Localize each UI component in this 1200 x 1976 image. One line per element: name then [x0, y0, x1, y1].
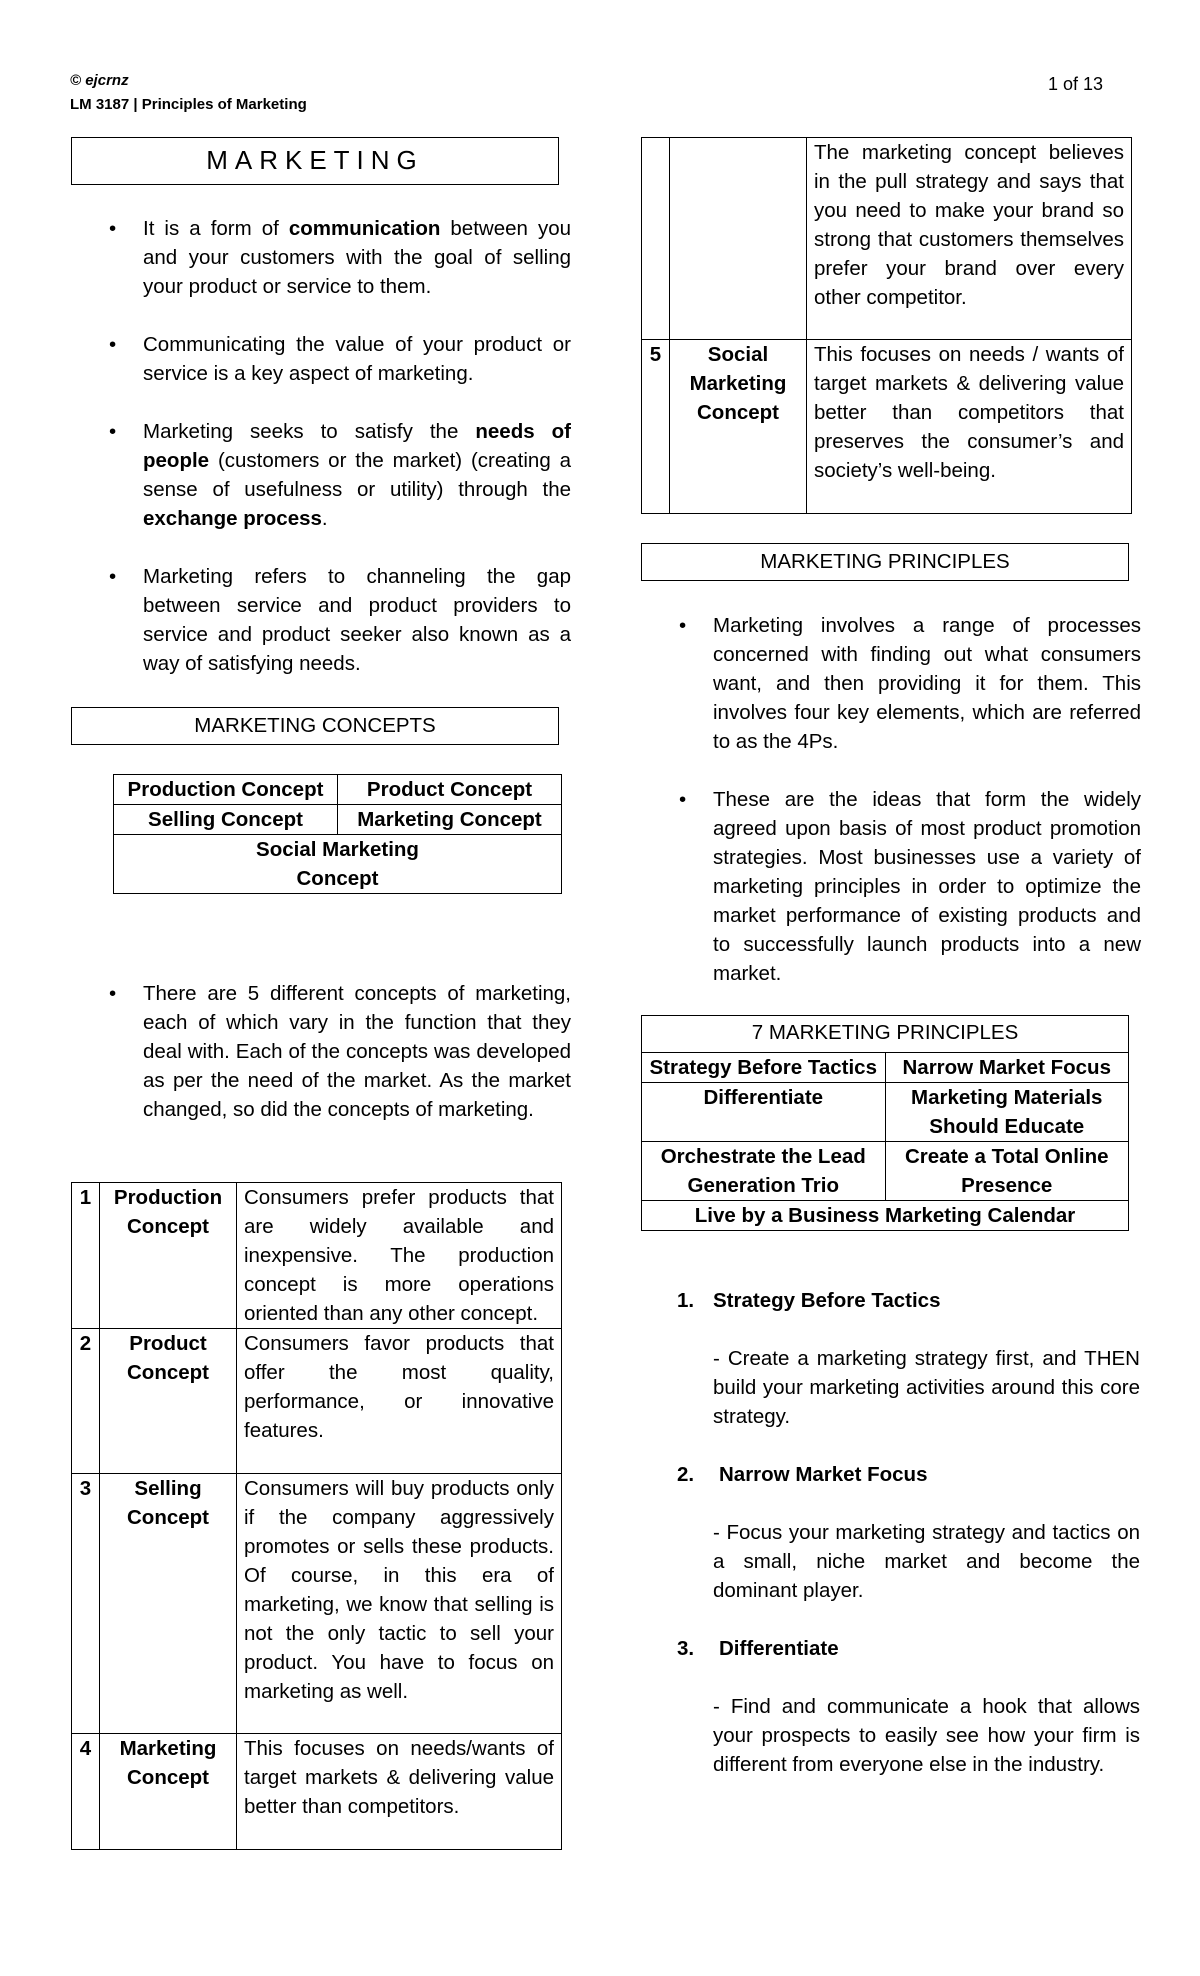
concepts-detail-table-continued	[641, 137, 1132, 514]
bullet-icon: •	[109, 217, 117, 240]
bullet-text: Marketing refers to channeling the gap between service and product providers to service and product seeker also known as a way of satisfying needs.	[143, 565, 571, 675]
bullet-emphasis: exchange process	[143, 507, 322, 530]
bullet-text: Marketing seeks to satisfy the	[143, 420, 476, 443]
seven-principles-table	[641, 1015, 1129, 1231]
table-row: 2 Product Concept Consumers favor products that offer the most quality, performance, or innovative features.	[72, 1329, 562, 1474]
principles-numbered-list	[677, 1286, 1140, 1808]
bullet-text: (customers or the market) (creating a sense of usefulness or utility) through the	[143, 449, 571, 501]
list-item	[641, 785, 1141, 988]
grid-cell: Marketing Concept	[338, 805, 562, 835]
list-item-title: 1. Strategy Before Tactics	[677, 1289, 941, 1312]
section-heading: 7 MARKETING PRINCIPLES	[751, 1021, 1019, 1044]
principles-heading-box	[641, 543, 1129, 581]
list-item	[71, 562, 571, 678]
marketing-definition-list	[71, 214, 571, 707]
table-row: The marketing concept believes in the pull strategy and says that you need to make your brand so strong that customers themselves prefer your brand over every other competitor.	[642, 138, 1132, 340]
course-title: LM 3187 | Principles of Marketing	[70, 96, 307, 113]
list-item	[71, 417, 571, 533]
list-item-body: - Create a marketing strategy first, and THEN build your marketing activities around this core strategy.	[713, 1347, 1140, 1428]
table-row: Strategy Before Tactics Narrow Market Focus	[642, 1053, 1129, 1083]
table-row: 3 Selling Concept Consumers will buy products only if the company aggressively promotes or sells these products. Of course, in this era of marketing, we know that selling is not the only tactic to sell your product. You have to focus on marketing as well.	[72, 1474, 562, 1734]
table-row	[642, 1016, 1129, 1053]
list-item	[71, 330, 571, 388]
marketing-title-box	[71, 137, 559, 185]
page-title: MARKETING	[206, 145, 424, 175]
concepts-grid	[113, 774, 562, 894]
bullet-text: Communicating the value of your product or service is a key aspect of marketing.	[143, 333, 571, 385]
copyright-mark: © ejcrnz	[70, 72, 129, 89]
table-row: 5 Social Marketing Concept This focuses on needs / wants of target markets & delivering value better than competitors that preserves the consumer’s and society’s well-being.	[642, 340, 1132, 514]
bullet-icon: •	[679, 614, 687, 637]
grid-cell: Product Concept	[338, 775, 562, 805]
list-item-title: 2. Narrow Market Focus	[677, 1463, 928, 1486]
table-row: 4 Marketing Concept This focuses on needs/wants of target markets & delivering value better than competitors.	[72, 1734, 562, 1850]
bullet-icon: •	[109, 565, 117, 588]
bullet-icon: •	[109, 333, 117, 356]
section-heading: MARKETING PRINCIPLES	[760, 550, 1010, 573]
grid-cell: Social Marketing Concept	[114, 835, 562, 894]
bullet-icon: •	[109, 420, 117, 443]
list-item	[641, 611, 1141, 756]
bullet-emphasis: communication	[288, 217, 441, 240]
page-number: 1 of 13	[1047, 74, 1103, 94]
concepts-detail-table	[71, 1182, 562, 1850]
bullet-text: between you and your customers with the goal of selling your product or service to them.	[143, 217, 572, 298]
table-row: 1 Production Concept Consumers prefer products that are widely available and inexpensive. The production concept is more operations oriented than any other concept.	[72, 1183, 562, 1329]
bullet-text: .	[321, 507, 328, 530]
concepts-heading-box	[71, 707, 559, 745]
list-item	[71, 979, 571, 1124]
bullet-text: Marketing involves a range of processes concerned with finding out what consumers want, and then providing it for them. This involves four key elements, which are referred to as the 4Ps.	[713, 614, 1141, 753]
bullet-text: These are the ideas that form the widely agreed upon basis of most product promotion strategies. Most businesses use a variety of marketing principles in order to optimize the market performance of existing products and to successfully launch products into a new market.	[713, 788, 1141, 985]
table-row: Differentiate Marketing Materials Should Educate	[642, 1083, 1129, 1142]
concepts-note-list	[71, 979, 571, 1153]
table-row: Live by a Business Marketing Calendar	[642, 1201, 1129, 1231]
list-item-body: - Focus your marketing strategy and tactics on a small, niche market and become the dominant player.	[713, 1521, 1140, 1602]
grid-cell: Production Concept	[114, 775, 338, 805]
list-item-title: 3. Differentiate	[677, 1637, 839, 1660]
table-row: Orchestrate the Lead Generation Trio Create a Total Online Presence	[642, 1142, 1129, 1201]
bullet-text: There are 5 different concepts of marketing, each of which vary in the function that they deal with. Each of the concepts was developed as per the need of the market. As the market changed, so did the concepts of marketing.	[143, 982, 571, 1121]
bullet-emphasis: needs of people	[143, 420, 571, 472]
bullet-icon: •	[679, 788, 687, 811]
section-heading: MARKETING CONCEPTS	[194, 714, 436, 737]
grid-cell: Selling Concept	[114, 805, 338, 835]
list-item	[71, 214, 571, 301]
bullet-icon: •	[109, 982, 117, 1005]
list-item-body: - Find and communicate a hook that allows your prospects to easily see how your firm is different from everyone else in the industry.	[713, 1695, 1140, 1776]
bullet-text: It is a form of	[143, 217, 289, 240]
principles-list	[641, 611, 1141, 1017]
